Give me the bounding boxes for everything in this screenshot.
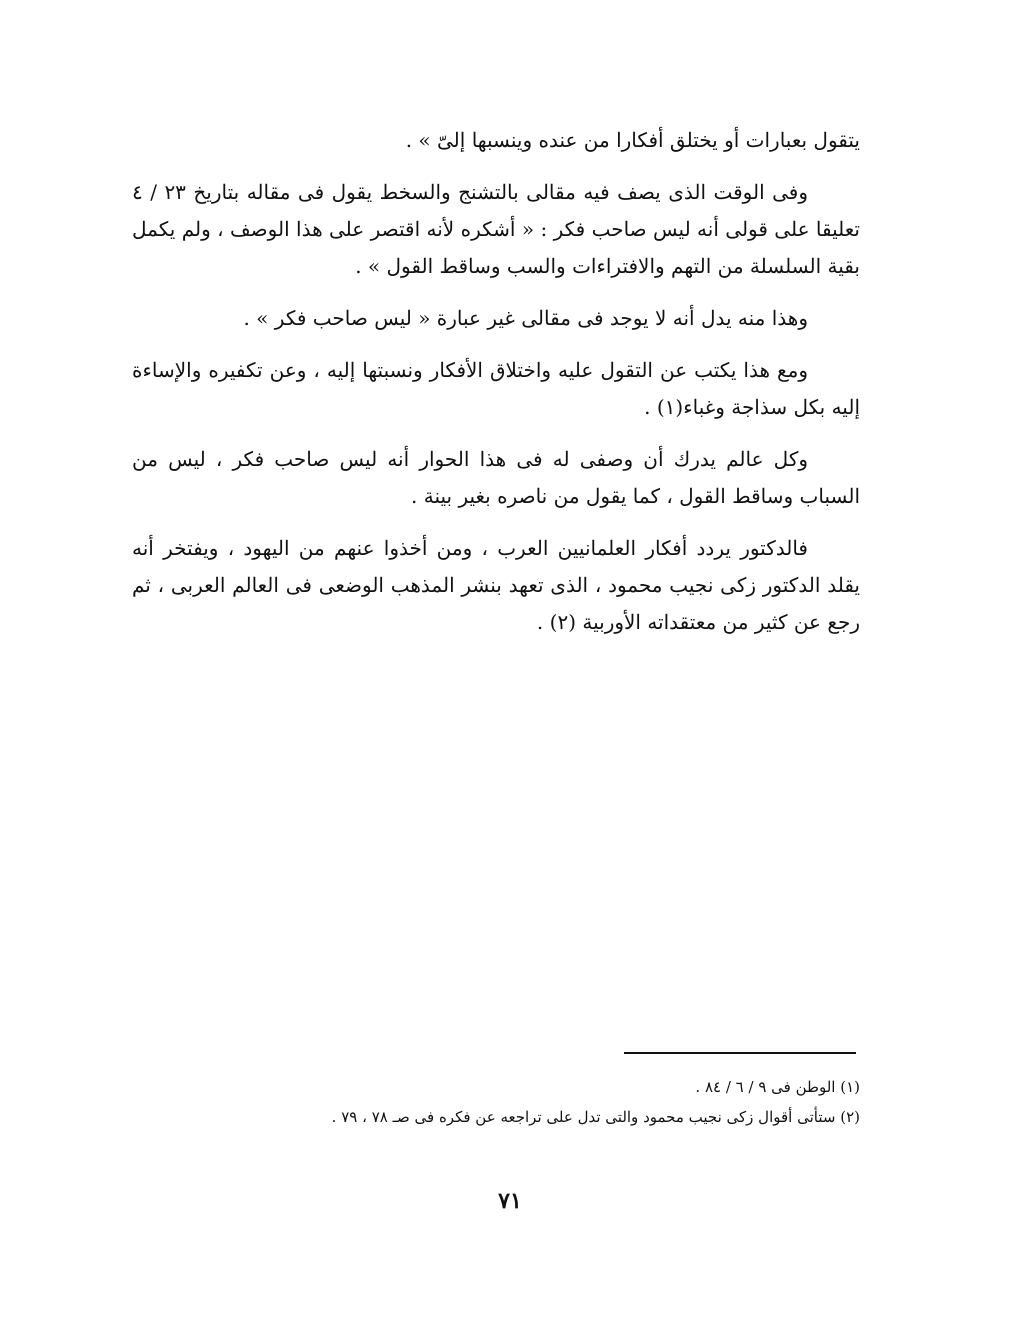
paragraph-continuation: يتقول بعبارات أو يختلق أفكارا من عنده وينسبها إلىّ » . xyxy=(405,128,860,152)
paragraph-secularists: فالدكتور يردد أفكار العلمانيين العرب ، ومن أخذوا عنهم من اليهود ، ويفتخر أنه يقلد الدكتور زكى نجيب محمود ، الذى تعهد بنشر المذهب الوضعى فى العالم العربى ، ثم رجع عن كثير من معتقداته الأوربية (٢) . xyxy=(132,536,860,634)
body-text xyxy=(132,122,860,656)
paragraph-description: وكل عالم يدرك أن وصفى له فى هذا الحوار أنه ليس صاحب فكر ، ليس من السباب وساقط القول ، كما يقول من ناصره بغير بينة . xyxy=(132,447,860,508)
paragraph-accusations: ومع هذا يكتب عن التقول عليه واختلاق الأفكار ونسبتها إليه ، وعن تكفيره والإساءة إليه بكل سذاجة وغباء(١) . xyxy=(132,358,860,419)
paragraph-not-thinker: وهذا منه يدل أنه لا يوجد فى مقالى غير عبارة « ليس صاحب فكر » . xyxy=(243,306,808,330)
paragraph-date-quote: وفى الوقت الذى يصف فيه مقالى بالتشنج والسخط يقول فى مقاله بتاريخ ٢٣ / ٤ تعليقا على قولى أنه ليس صاحب فكر : « أشكره لأنه اقتصر على هذا الوصف ، ولم يكمل بقية السلسلة من التهم والافتراءات والسب وساقط القول » . xyxy=(132,180,860,278)
footnote-separator-rule xyxy=(624,1052,856,1054)
page-number: ٧١ xyxy=(498,1188,522,1214)
footnote-1: (١) الوطن فى ٩ / ٦ / ٨٤ . xyxy=(695,1078,860,1096)
footnotes xyxy=(132,1072,860,1132)
footnote-2: (٢) ستأتى أقوال زكى نجيب محمود والتى تدل على تراجعه عن فكره فى صـ ٧٨ ، ٧٩ . xyxy=(331,1108,860,1126)
